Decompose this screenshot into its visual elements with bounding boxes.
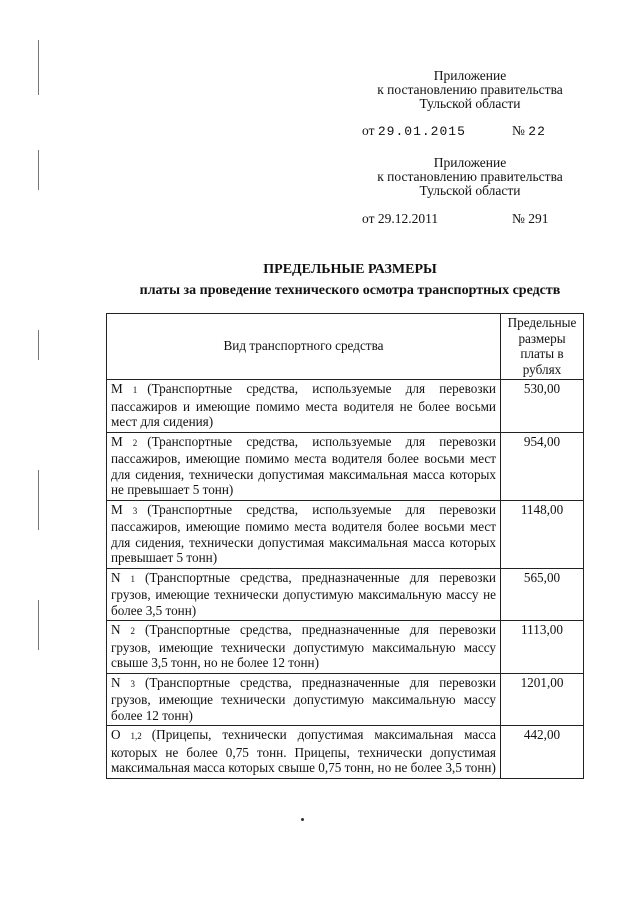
table-row xyxy=(107,568,584,621)
category-subscript: 2 xyxy=(132,437,138,448)
category-code: М xyxy=(111,381,123,396)
appendix-line-3: Тульской области xyxy=(419,183,521,198)
fee-cell: 1148,00 xyxy=(501,500,584,568)
appendix-line-2: к постановлению правительства xyxy=(377,82,563,97)
scan-margin-mark xyxy=(38,330,39,360)
number-label: № xyxy=(512,211,525,226)
table-row xyxy=(107,673,584,726)
appendix-header-2 xyxy=(330,156,610,198)
category-code: N xyxy=(111,622,121,637)
table-row xyxy=(107,380,584,433)
date-value: 29.12.2011 xyxy=(377,211,439,226)
category-subscript: 1 xyxy=(130,573,136,584)
appendix-dateline-2 xyxy=(362,211,549,227)
category-subscript: 3 xyxy=(132,505,138,516)
document-title: ПРЕДЕЛЬНЫЕ РАЗМЕРЫ xyxy=(263,262,437,277)
date-value: 29.01.2015 xyxy=(377,124,466,139)
number-block xyxy=(512,123,546,139)
scan-speck xyxy=(301,818,304,821)
document-subtitle: платы за проведение технического осмотра транспортных средств xyxy=(139,283,561,298)
number-value: 22 xyxy=(528,124,546,139)
category-description: (Транспортные средства, предназначенные для перевозки грузов, имеющие технически допустимую максимальную массу свыше 3,5 тонн, но не более 12 тонн) xyxy=(111,622,496,670)
appendix-title: Приложение xyxy=(433,68,507,83)
appendix-header-1 xyxy=(330,69,610,111)
fee-table xyxy=(106,313,584,779)
fee-cell: 1113,00 xyxy=(501,621,584,674)
category-description: (Транспортные средства, используемые для перевозки пассажиров, имеющие помимо места водителя более восьми мест для сидения, технически допустимая максимальная масса которых не превышает 5 тонн) xyxy=(111,433,496,497)
category-description: (Транспортные средства, используемые для перевозки пассажиров, имеющие помимо места водителя более восьми мест для сидения, технически допустимая максимальная масса которых превышает 5 тонн) xyxy=(111,501,496,565)
appendix-line-3: Тульской области xyxy=(419,96,521,111)
category-description: (Транспортные средства, используемые для перевозки пассажиров и имеющие помимо места водителя не более восьми мест для сидения) xyxy=(111,381,496,429)
category-subscript: 2 xyxy=(130,626,136,636)
category-subscript: 3 xyxy=(130,678,136,689)
category-code: М xyxy=(111,433,123,449)
column-header-fee: Предельные размеры платы в рублях xyxy=(501,314,584,380)
appendix-dateline-1 xyxy=(362,123,546,139)
date-prefix: от xyxy=(362,123,375,138)
vehicle-category-cell xyxy=(107,673,501,726)
table-row xyxy=(107,726,584,779)
vehicle-category-cell xyxy=(107,500,501,568)
category-code: О xyxy=(111,727,121,742)
scan-margin-mark xyxy=(38,40,39,95)
category-description: (Прицепы, технически допустимая максимальная масса которых не более 0,75 тонн. Прицепы, технически допустимая максимальная масса которых свыше 0,75 тонн, но не более 3,5 тонн) xyxy=(111,727,496,775)
scan-margin-mark xyxy=(38,470,39,530)
table-row xyxy=(107,500,584,568)
vehicle-category-cell xyxy=(107,380,501,433)
category-description: (Транспортные средства, предназначенные для перевозки грузов, имеющие технически допустимую максимальную массу более 12 тонн) xyxy=(111,674,496,723)
vehicle-category-cell xyxy=(107,568,501,621)
fee-cell: 954,00 xyxy=(501,432,584,500)
vehicle-category-cell xyxy=(107,726,501,779)
category-subscript: 1,2 xyxy=(130,731,142,741)
table-header-row xyxy=(107,314,584,380)
category-subscript: 1 xyxy=(132,385,138,395)
fee-cell: 442,00 xyxy=(501,726,584,779)
category-code: М xyxy=(111,501,123,517)
number-label: № xyxy=(512,123,525,138)
scan-margin-mark xyxy=(38,600,39,650)
fee-cell: 565,00 xyxy=(501,568,584,621)
number-value: 291 xyxy=(528,211,549,226)
vehicle-category-cell xyxy=(107,621,501,674)
column-header-vehicle-type: Вид транспортного средства xyxy=(107,314,501,380)
table-row xyxy=(107,432,584,500)
appendix-title: Приложение xyxy=(433,155,507,170)
vehicle-category-cell xyxy=(107,432,501,500)
number-block xyxy=(512,211,549,227)
fee-cell: 530,00 xyxy=(501,380,584,433)
appendix-line-2: к постановлению правительства xyxy=(377,169,563,184)
category-code: N xyxy=(111,674,121,690)
fee-cell: 1201,00 xyxy=(501,673,584,726)
date-prefix: от xyxy=(362,211,375,226)
scan-margin-mark xyxy=(38,150,39,190)
table-row xyxy=(107,621,584,674)
category-description: (Транспортные средства, предназначенные для перевозки грузов, имеющие технически допустимую максимальную массу не более 3,5 тонн) xyxy=(111,569,496,618)
category-code: N xyxy=(111,569,121,585)
